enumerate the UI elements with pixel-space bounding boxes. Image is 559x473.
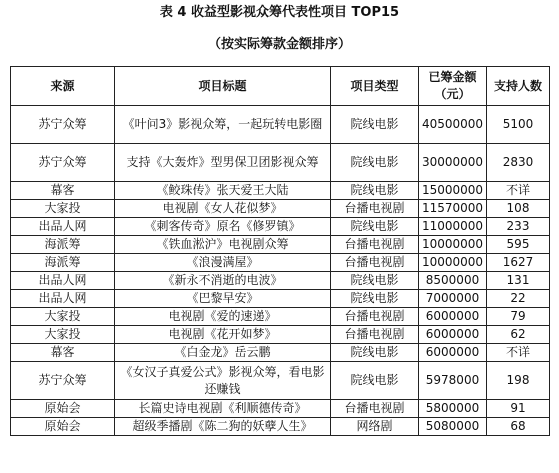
cell-title: 《铁血淞沪》电视剧众筹 <box>115 236 331 254</box>
cell-backers: 62 <box>487 326 550 344</box>
cell-backers: 108 <box>487 200 550 218</box>
table-row <box>11 236 550 254</box>
table-row <box>11 144 550 182</box>
cell-backers: 595 <box>487 236 550 254</box>
table-row <box>11 308 550 326</box>
col-header-title: 项目标题 <box>115 67 331 106</box>
col-header-backers: 支持人数 <box>487 67 550 106</box>
cell-amount: 6000000 <box>419 326 487 344</box>
cell-backers: 233 <box>487 218 550 236</box>
cell-type: 台播电视剧 <box>331 308 419 326</box>
col-header-type: 项目类型 <box>331 67 419 106</box>
table-row <box>11 400 550 418</box>
cell-source: 出品人网 <box>11 290 115 308</box>
cell-type: 台播电视剧 <box>331 400 419 418</box>
cell-backers: 2830 <box>487 144 550 182</box>
cell-type: 院线电影 <box>331 106 419 144</box>
cell-backers: 不详 <box>487 182 550 200</box>
cell-amount: 15000000 <box>419 182 487 200</box>
cell-backers: 79 <box>487 308 550 326</box>
cell-amount: 7000000 <box>419 290 487 308</box>
cell-title: 《巴黎早安》 <box>115 290 331 308</box>
cell-title: 超级季播剧《陈二狗的妖孽人生》 <box>115 418 331 436</box>
cell-title: 《新永不消逝的电波》 <box>115 272 331 290</box>
col-header-source: 来源 <box>11 67 115 106</box>
cell-backers: 91 <box>487 400 550 418</box>
cell-source: 大家投 <box>11 326 115 344</box>
col-header-amount: 已筹金额（元） <box>419 67 487 106</box>
cell-amount: 5978000 <box>419 362 487 400</box>
cell-source: 苏宁众筹 <box>11 144 115 182</box>
cell-title: 《鲛珠传》张天爱王大陆 <box>115 182 331 200</box>
cell-backers: 68 <box>487 418 550 436</box>
cell-type: 台播电视剧 <box>331 326 419 344</box>
cell-backers: 198 <box>487 362 550 400</box>
cell-type: 院线电影 <box>331 362 419 400</box>
cell-amount: 40500000 <box>419 106 487 144</box>
cell-amount: 5800000 <box>419 400 487 418</box>
cell-title: 《女汉子真爱公式》影视众筹，看电影还赚钱 <box>115 362 331 400</box>
cell-backers: 131 <box>487 272 550 290</box>
cell-amount: 30000000 <box>419 144 487 182</box>
table-row <box>11 272 550 290</box>
cell-title: 《浪漫满屋》 <box>115 254 331 272</box>
cell-title: 电视剧《爱的速递》 <box>115 308 331 326</box>
header-row <box>11 67 550 106</box>
cell-source: 原始会 <box>11 400 115 418</box>
table-row <box>11 182 550 200</box>
cell-source: 幕客 <box>11 182 115 200</box>
cell-type: 台播电视剧 <box>331 200 419 218</box>
cell-title: 电视剧《女人花似梦》 <box>115 200 331 218</box>
table-row <box>11 326 550 344</box>
cell-title: 电视剧《花开如梦》 <box>115 326 331 344</box>
cell-amount: 6000000 <box>419 344 487 362</box>
table-caption: 表 4 收益型影视众筹代表性项目 TOP15 <box>159 5 400 20</box>
table-row <box>11 344 550 362</box>
cell-backers: 5100 <box>487 106 550 144</box>
table-row <box>11 362 550 400</box>
cell-type: 台播电视剧 <box>331 254 419 272</box>
table-row <box>11 200 550 218</box>
cell-type: 院线电影 <box>331 272 419 290</box>
cell-backers: 1627 <box>487 254 550 272</box>
cell-type: 院线电影 <box>331 344 419 362</box>
cell-source: 大家投 <box>11 200 115 218</box>
table-row <box>11 218 550 236</box>
cell-type: 网络剧 <box>331 418 419 436</box>
cell-source: 出品人网 <box>11 218 115 236</box>
cell-source: 出品人网 <box>11 272 115 290</box>
cell-backers: 不详 <box>487 344 550 362</box>
table-row <box>11 418 550 436</box>
table-row <box>11 254 550 272</box>
cell-backers: 22 <box>487 290 550 308</box>
cell-source: 苏宁众筹 <box>11 362 115 400</box>
cell-amount: 6000000 <box>419 308 487 326</box>
cell-source: 苏宁众筹 <box>11 106 115 144</box>
cell-type: 院线电影 <box>331 218 419 236</box>
cell-source: 幕客 <box>11 344 115 362</box>
cell-source: 大家投 <box>11 308 115 326</box>
cell-amount: 5080000 <box>419 418 487 436</box>
table-subcaption: （按实际筹款金额排序） <box>207 37 351 52</box>
cell-type: 台播电视剧 <box>331 236 419 254</box>
cell-title: 《叶问3》影视众筹，一起玩转电影圈 <box>115 106 331 144</box>
cell-type: 院线电影 <box>331 182 419 200</box>
cell-amount: 10000000 <box>419 254 487 272</box>
cell-type: 院线电影 <box>331 144 419 182</box>
cell-title: 长篇史诗电视剧《利顺德传奇》 <box>115 400 331 418</box>
cell-amount: 11000000 <box>419 218 487 236</box>
cell-title: 《白金龙》岳云鹏 <box>115 344 331 362</box>
cell-title: 《刺客传奇》原名《修罗镇》 <box>115 218 331 236</box>
cell-type: 院线电影 <box>331 290 419 308</box>
cell-source: 海派筹 <box>11 236 115 254</box>
crowdfunding-table <box>10 66 550 436</box>
cell-amount: 8500000 <box>419 272 487 290</box>
cell-amount: 11570000 <box>419 200 487 218</box>
cell-title: 支持《大轰炸》型男保卫团影视众筹 <box>115 144 331 182</box>
table-row <box>11 106 550 144</box>
cell-source: 原始会 <box>11 418 115 436</box>
cell-amount: 10000000 <box>419 236 487 254</box>
cell-source: 海派筹 <box>11 254 115 272</box>
table-row <box>11 290 550 308</box>
